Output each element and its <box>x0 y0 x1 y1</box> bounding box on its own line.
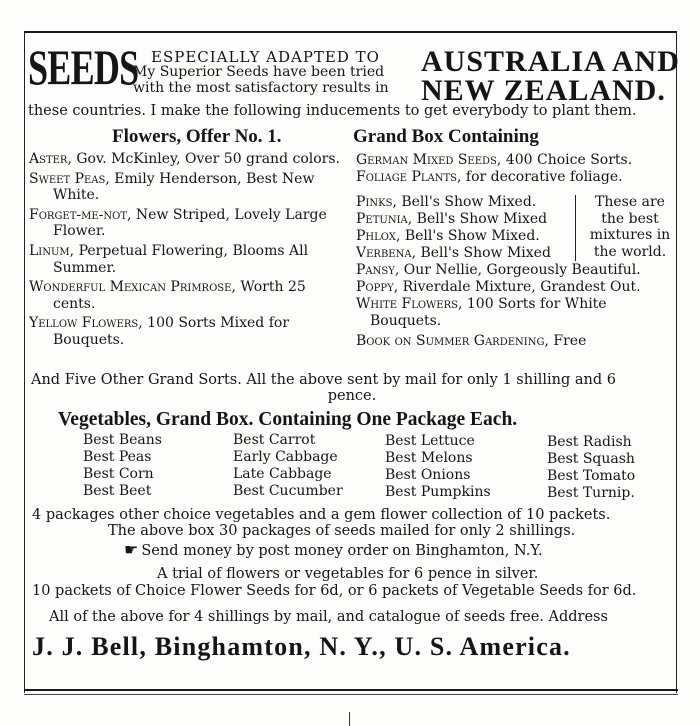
list-item: Best Lettuce <box>385 433 475 449</box>
grand-box-top-list <box>356 152 674 186</box>
list-item: Best Peas <box>83 449 152 465</box>
list-item: Late Cabbage <box>233 466 332 482</box>
list-item: Verbena, Bell's Show Mixed <box>356 245 551 261</box>
list-item: Petunia, Bell's Show Mixed <box>356 211 548 227</box>
grand-box-heading: Grand Box Containing <box>353 126 539 147</box>
bottom-rule-thin <box>24 694 678 695</box>
list-item: Best Beans <box>83 432 162 448</box>
flowers-list <box>29 151 344 352</box>
header-results-line: with the most satisfactory results in <box>133 80 389 96</box>
list-item: Best Pumpkins <box>385 484 491 500</box>
list-item: Best Corn <box>83 466 154 482</box>
list-item: Forget-me-not, New Striped, Lovely Large Flower. <box>29 206 327 240</box>
price-line: The above box 30 packages of seeds mailed for only 2 shillings. <box>108 523 576 539</box>
list-item: Best Cucumber <box>233 483 343 499</box>
list-item: Book on Summer Gardening, Free <box>356 333 587 349</box>
list-item: Yellow Flowers, 100 Sorts Mixed for Bouquets. <box>29 315 290 348</box>
header-adapted-line: ESPECIALLY ADAPTED TO <box>151 48 380 66</box>
list-item: Best Melons <box>385 450 473 466</box>
packages-line: 4 packages other choice vegetables and a gem flower collection of 10 packets. <box>32 507 611 523</box>
column-tick <box>349 712 350 726</box>
list-item: Linum, Perpetual Flowering, Blooms All Summer. <box>29 243 309 276</box>
vegetables-heading: Vegetables, Grand Box. Containing One Package Each. <box>58 409 518 430</box>
list-item: German Mixed Seeds, 400 Choice Sorts. <box>356 152 633 168</box>
list-item: Best Carrot <box>233 432 316 448</box>
seeds-title: SEEDS <box>28 39 139 95</box>
list-item: White Flowers, 100 Sorts for White Bouquets. <box>356 296 607 329</box>
advertiser-address: J. J. Bell, Binghamton, N. Y., U. S. America. <box>32 632 571 661</box>
vegetables-column-4 <box>547 434 635 502</box>
list-item: Poppy, Riverdale Mixture, Grandest Out. <box>356 279 641 295</box>
list-item: Sweet Peas, Emily Henderson, Best New White. <box>29 170 315 204</box>
vegetables-column-1 <box>83 432 162 500</box>
header-tried-line: My Superior Seeds have been tried <box>133 64 385 80</box>
list-item: Best Onions <box>385 467 471 483</box>
list-item: Best Squash <box>547 451 635 467</box>
list-item: Pinks, Bell's Show Mixed. <box>356 194 537 210</box>
grand-box-bottom-list <box>356 262 674 350</box>
intro-line: these countries. I make the following inducements to get everybody to plant them. <box>28 103 637 119</box>
show-mixed-note: These are the best mixtures in the world. <box>589 194 671 260</box>
list-item: Best Beet <box>83 483 152 499</box>
list-item: Pansy, Our Nellie, Gorgeously Beautiful. <box>356 262 641 278</box>
list-item: Best Turnip. <box>547 485 635 501</box>
header-australia: AUSTRALIA AND <box>421 45 680 78</box>
bottom-rule <box>24 689 678 691</box>
list-item: Wonderful Mexican Primrose, Worth 25 cents. <box>29 279 306 312</box>
pointing-hand-icon: ☛ <box>124 540 139 559</box>
packets-line: 10 packets of Choice Flower Seeds for 6d, or 6 packets of Vegetable Seeds for 6d. <box>32 583 637 599</box>
show-mixed-list <box>356 194 551 262</box>
vegetables-column-3 <box>385 433 491 501</box>
list-item: Best Radish <box>547 434 632 450</box>
money-order-line: ☛ Send money by post money order on Binghamton, N.Y. <box>124 540 543 559</box>
trial-line: A trial of flowers or vegetables for 6 pence in silver. <box>157 566 539 582</box>
list-item: Early Cabbage <box>233 449 338 465</box>
list-item: Foliage Plants, for decorative foliage. <box>356 169 623 185</box>
offer-line: And Five Other Grand Sorts. All the above sent by mail for only 1 shilling and 6 pence. <box>31 372 616 404</box>
header-new-zealand: NEW ZEALAND. <box>421 74 666 107</box>
list-item: Best Tomato <box>547 468 636 484</box>
list-item: Aster, Gov. McKinley, Over 50 grand colors. <box>29 151 340 167</box>
list-item: Phlox, Bell's Show Mixed. <box>356 228 540 244</box>
bracket-divider <box>575 195 576 261</box>
flowers-heading: Flowers, Offer No. 1. <box>112 126 282 147</box>
address-line: All of the above for 4 shillings by mail, and catalogue of seeds free. Address <box>49 609 608 625</box>
vegetables-column-2 <box>233 432 343 500</box>
